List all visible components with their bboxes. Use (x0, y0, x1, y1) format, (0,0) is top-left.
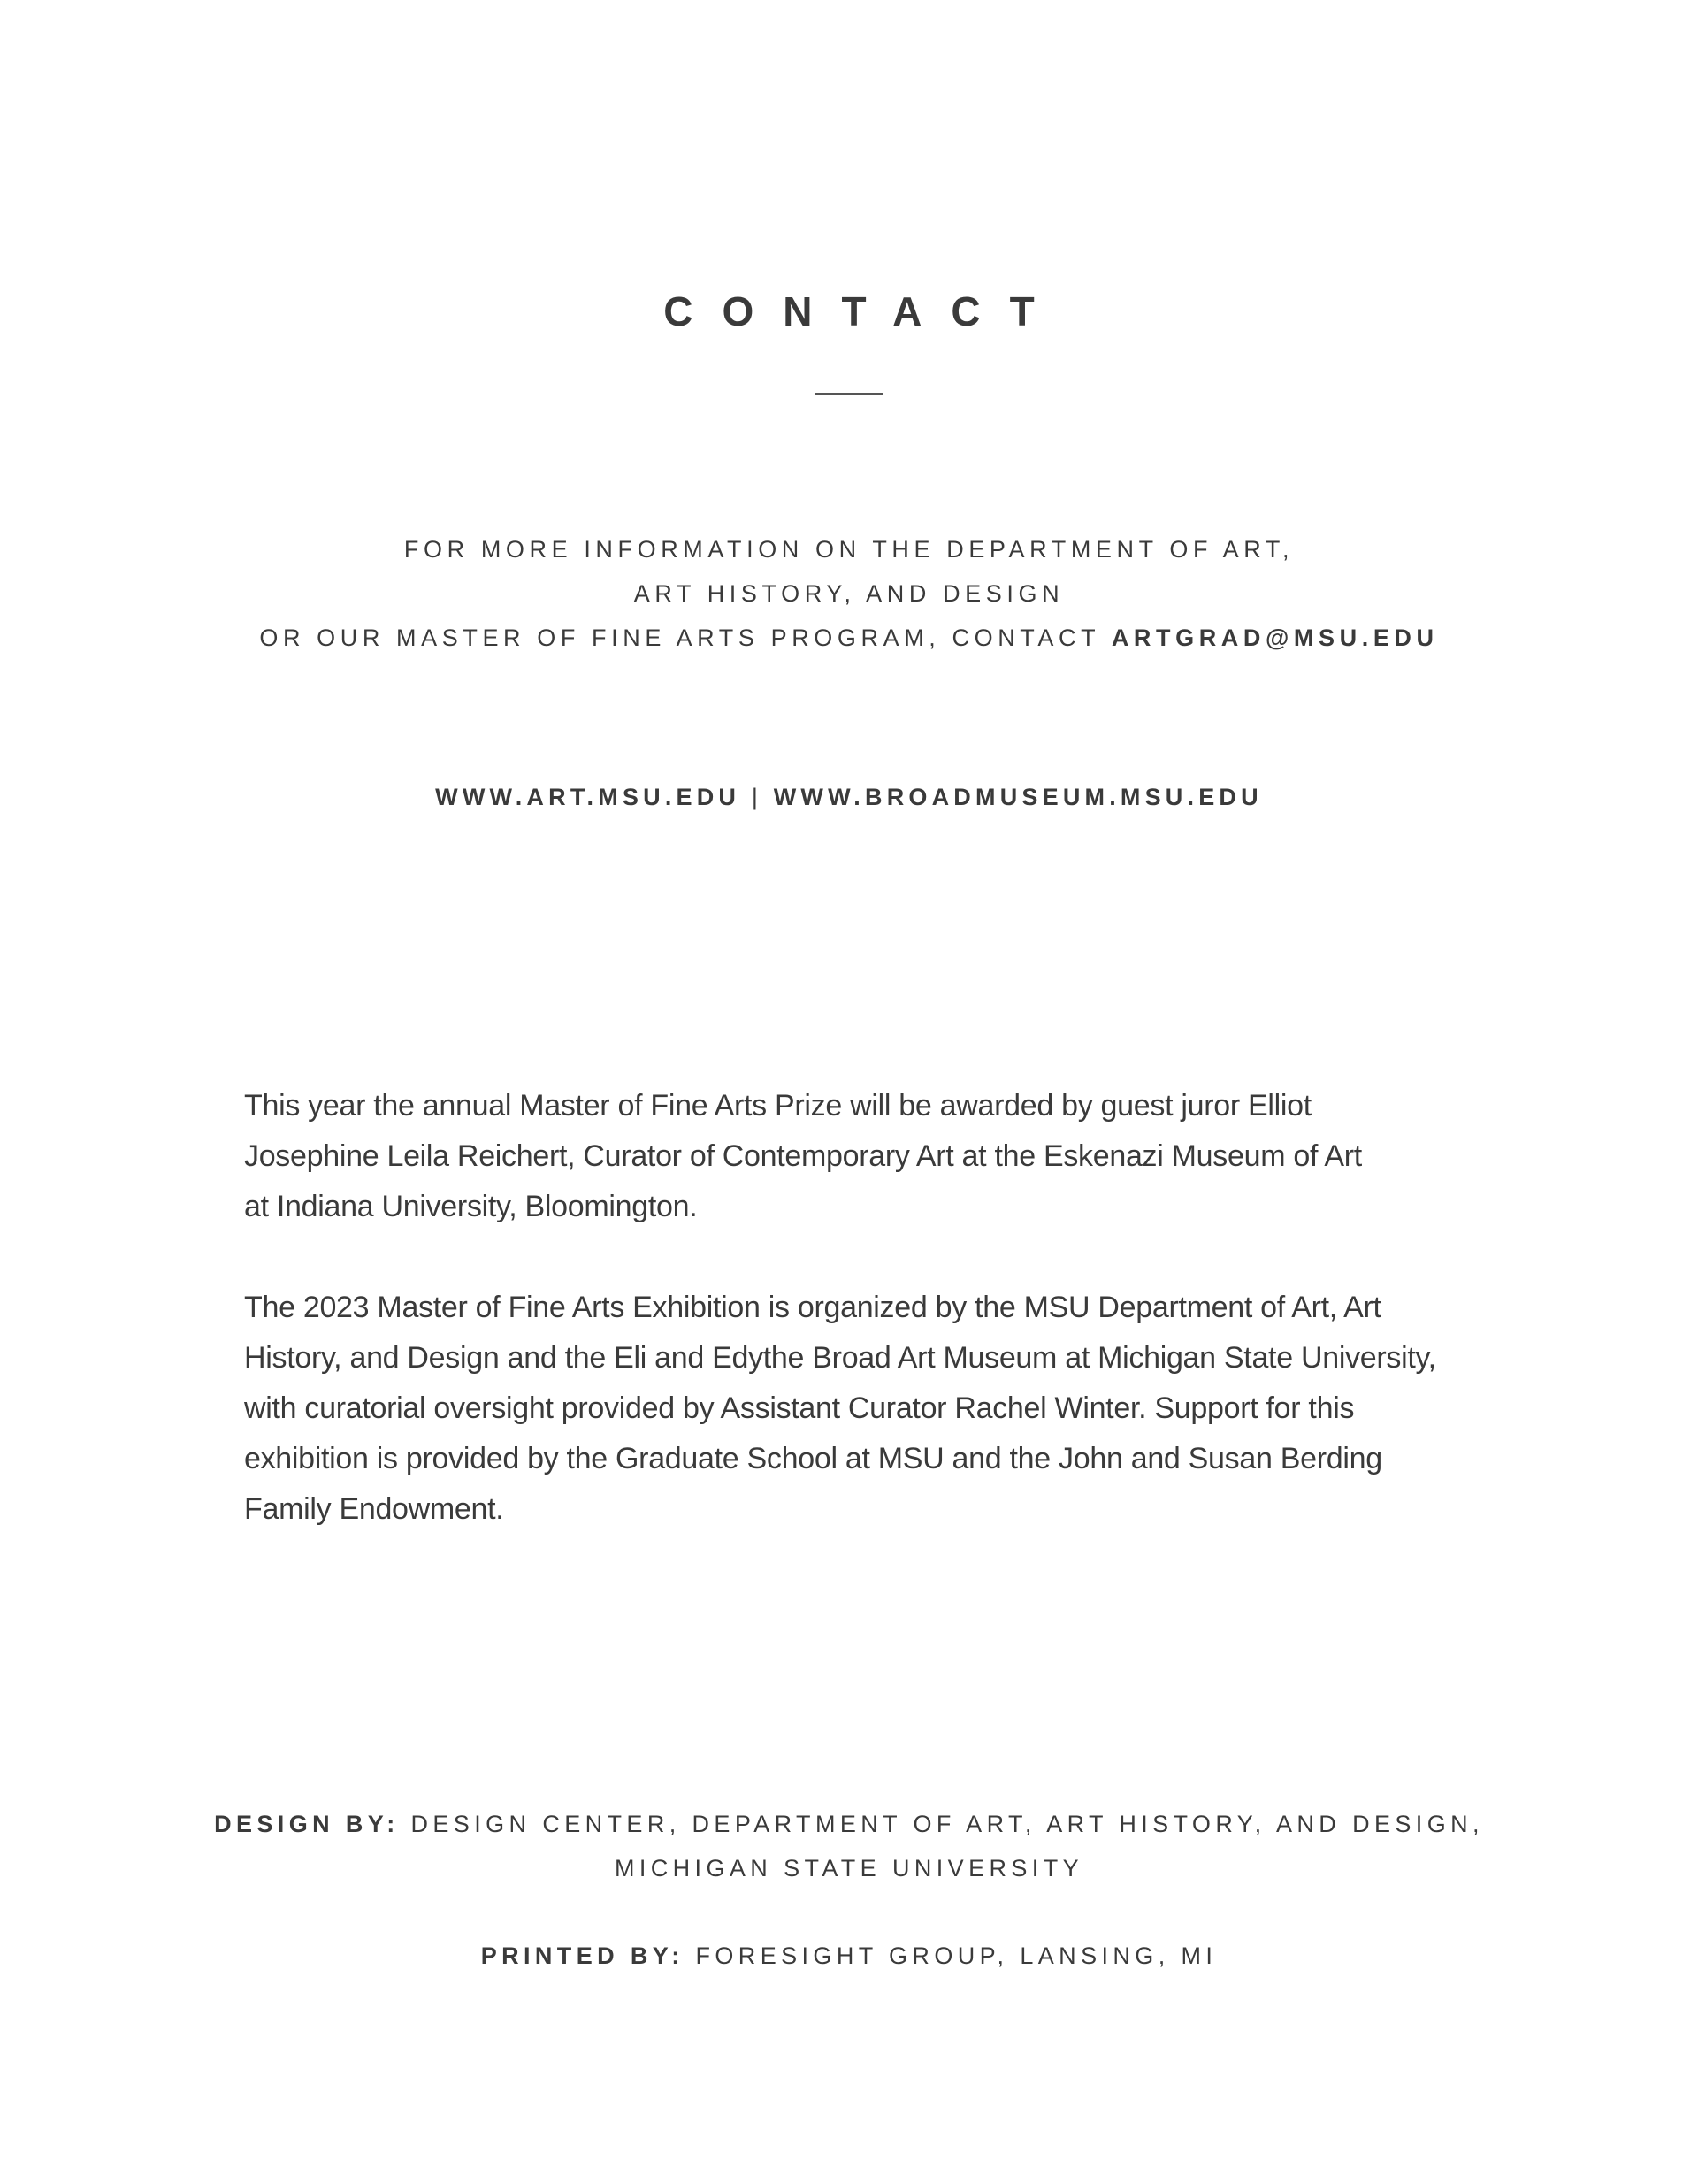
paragraph-line: Family Endowment. (244, 1492, 504, 1526)
exhibition-paragraph (244, 1283, 1500, 1535)
info-line-2: ART HISTORY, AND DESIGN (633, 580, 1065, 607)
website-links (0, 779, 1698, 815)
paragraph-line: The 2023 Master of Fine Arts Exhibition is organized by the MSU Department of Art, Art (244, 1291, 1381, 1324)
printer-credit-label: PRINTED BY: (480, 1943, 685, 1969)
paragraph-line: History, and Design and the Eli and Edythe Broad Art Museum at Michigan State University, (244, 1341, 1436, 1375)
info-line-3-text: OR OUR MASTER OF FINE ARTS PROGRAM, CONTACT (259, 625, 1112, 651)
prize-paragraph (244, 1081, 1500, 1232)
design-credit-line-2: MICHIGAN STATE UNIVERSITY (614, 1855, 1084, 1881)
title-divider (815, 393, 883, 395)
info-line-3 (0, 616, 1698, 660)
museum-website-link: WWW.BROADMUSEUM.MSU.EDU (773, 784, 1263, 810)
contact-info (0, 527, 1698, 660)
paragraph-line: exhibition is provided by the Graduate School at MSU and the John and Susan Berding (244, 1442, 1382, 1475)
link-separator: | (740, 784, 774, 810)
design-credit (0, 1802, 1698, 1890)
paragraph-line: with curatorial oversight provided by Assistant Curator Rachel Winter. Support for this (244, 1391, 1355, 1425)
printer-credit (0, 1934, 1698, 1978)
body-text (244, 1081, 1500, 1585)
art-website-link: WWW.ART.MSU.EDU (435, 784, 741, 810)
paragraph-line: This year the annual Master of Fine Arts Prize will be awarded by guest juror Elliot (244, 1089, 1312, 1123)
design-credit-line-1 (0, 1802, 1698, 1846)
info-line-1: FOR MORE INFORMATION ON THE DEPARTMENT OF ART, (403, 536, 1295, 563)
design-credit-label: DESIGN BY: (214, 1811, 400, 1837)
contact-email: ARTGRAD@MSU.EDU (1111, 625, 1439, 651)
printer-credit-value: FORESIGHT GROUP, LANSING, MI (684, 1943, 1218, 1969)
paragraph-line: Josephine Leila Reichert, Curator of Contemporary Art at the Eskenazi Museum of Art (244, 1139, 1362, 1173)
design-credit-value: DESIGN CENTER, DEPARTMENT OF ART, ART HISTORY, AND DESIGN, (399, 1811, 1484, 1837)
paragraph-line: at Indiana University, Bloomington. (244, 1190, 698, 1223)
page-title: CONTACT (663, 288, 1064, 334)
